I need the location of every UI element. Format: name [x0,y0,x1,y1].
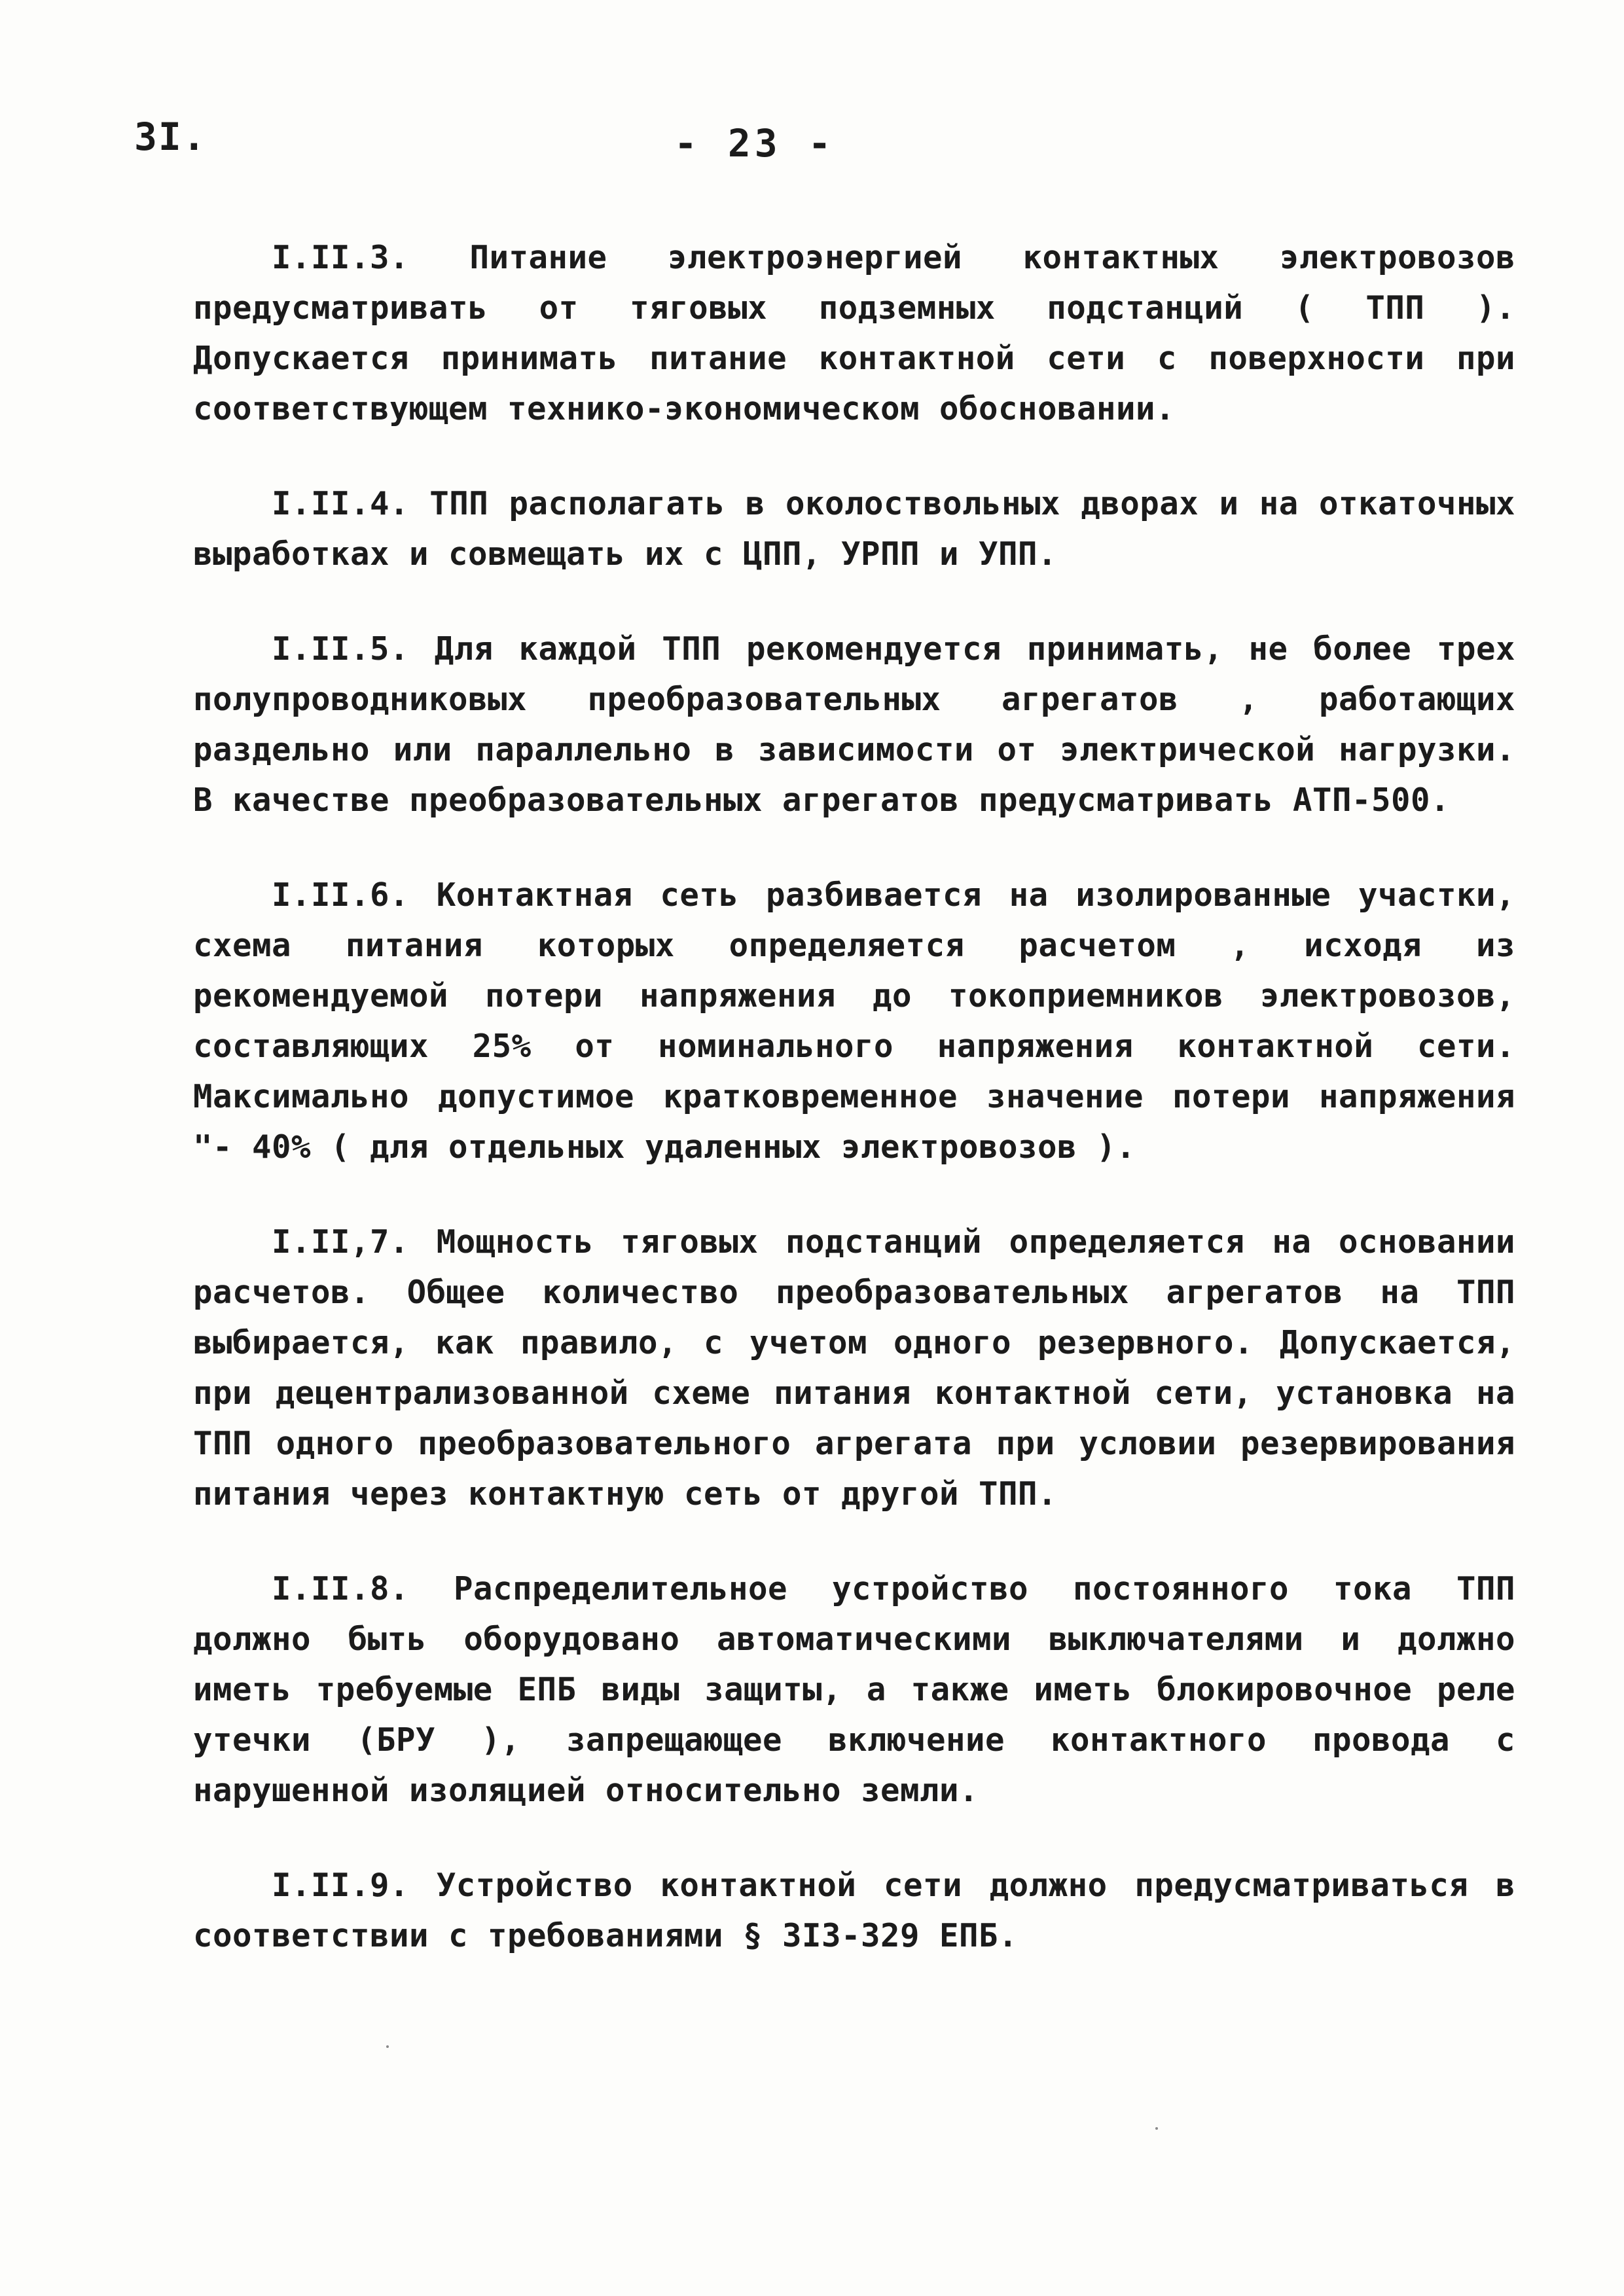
clause-text: Мощность тяговых подстанций определяется на основании расчетов. Общее количество преобразовательных агрегатов на ТПП выбирается, как правило, с учетом одного резервного. Допускается, при децентрализованной схеме питания контактной сети, установка на ТПП одного преобразовательного агрегата при условии резервирования питания через контактную сеть от другой ТПП. [193,1223,1515,1513]
clause-number: I.II.9. [272,1867,410,1904]
paragraph-1-11-8 [193,1564,1515,1816]
paragraph-1-11-6 [193,870,1515,1172]
clause-text: Распределительное устройство постоянного тока ТПП должно быть оборудовано автоматическими выключателями и должно иметь требуемые ЕПБ виды защиты, а также иметь блокировочное реле утечки (БРУ ), запрещающее включение контактного провода с нарушенной изоляцией относительно земли. [193,1570,1515,1809]
clause-text: ТПП располагать в околоствольных дворах и на откаточных выработках и совмещать их с ЦПП, УРПП и УПП. [193,485,1515,573]
page-number: - 23 - [674,121,835,166]
clause-number: I.II.4. [272,485,410,522]
clause-number: I.II,7. [272,1223,410,1261]
paragraph-1-11-3 [193,232,1515,434]
paragraph-1-11-7 [193,1217,1515,1519]
clause-number: I.II.6. [272,876,410,914]
paragraph-1-11-9 [193,1860,1515,1961]
document-body [193,232,1515,2005]
paragraph-1-11-5 [193,624,1515,825]
scan-speck [1155,2127,1158,2130]
clause-number: I.II.5. [272,630,410,668]
clause-text: Питание электроэнергией контактных электровозов предусматривать от тяговых подземных подстанций ( ТПП ). Допускается принимать питание контактной сети с поверхности при соответствующем технико-экономическом обосновании. [193,239,1515,427]
clause-text: Для каждой ТПП рекомендуется принимать, не более трех полупроводниковых преобразовательных агрегатов , работающих раздельно или параллельно в зависимости от электрической нагрузки. В качестве преобразовательных агрегатов предусматривать АТП-500. [193,630,1515,819]
scan-speck [386,2045,389,2048]
clause-text: Устройство контактной сети должно предусматриваться в соответствии с требованиями § 3I3-329 ЕПБ. [193,1867,1515,1954]
clause-number: I.II.3. [272,239,410,276]
clause-number: I.II.8. [272,1570,410,1607]
clause-text: Контактная сеть разбивается на изолированные участки, схема питания которых определяется расчетом , исходя из рекомендуемой потери напряжения до токоприемников электровозов, составляющих 25% от номинального напряжения контактной сети. Максимально допустимое кратковременное значение потери напряжения "- 40% ( для отдельных удаленных электровозов ). [193,876,1515,1166]
paragraph-1-11-4 [193,478,1515,579]
sheet-number: 3I. [134,115,207,159]
